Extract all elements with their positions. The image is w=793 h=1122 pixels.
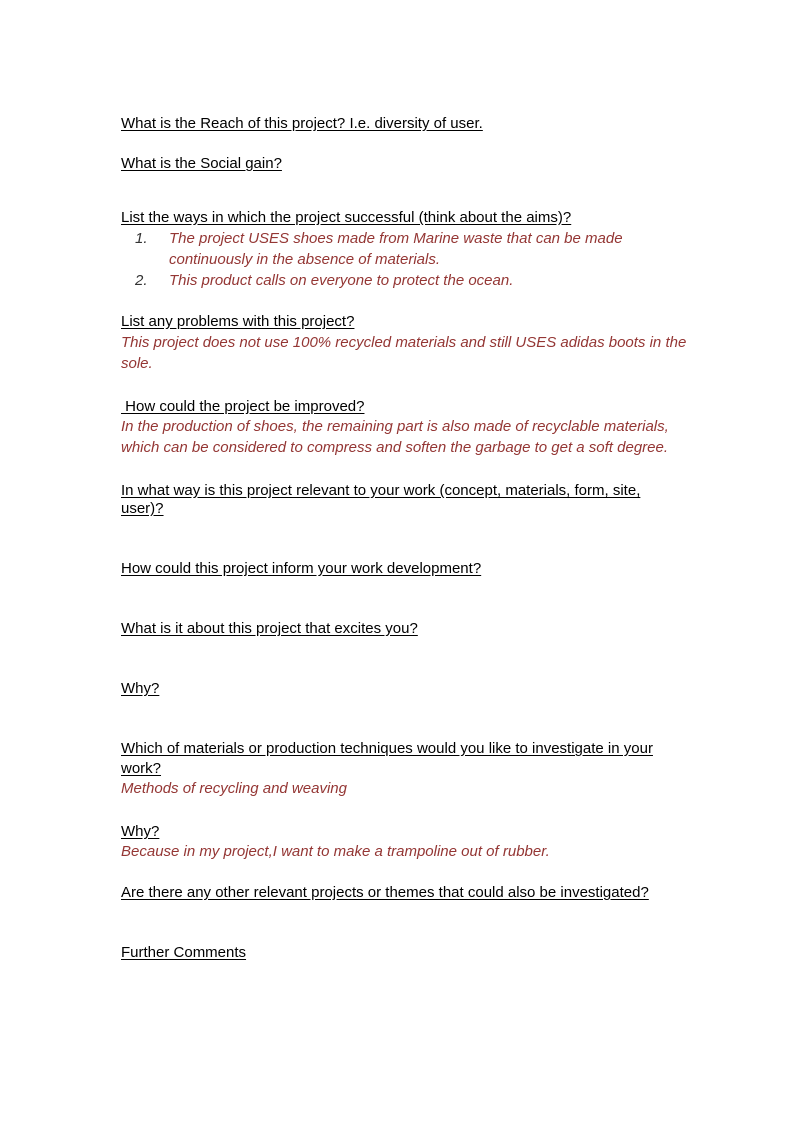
question-inform: How could this project inform your work development? <box>121 560 482 577</box>
question-other-projects: Are there any other relevant projects or themes that could also be investigated? <box>121 884 649 901</box>
question-problems: List any problems with this project? <box>121 313 355 330</box>
list-text: The project USES shoes made from Marine waste that can be made <box>169 230 623 247</box>
answer-materials: Methods of recycling and weaving <box>121 780 347 797</box>
question-relevant-line2: user)? <box>121 500 164 517</box>
question-reach: What is the Reach of this project? I.e. diversity of user. <box>121 115 483 132</box>
answer-why-2: Because in my project,I want to make a trampoline out of rubber. <box>121 843 550 860</box>
list-number: 1. <box>135 230 148 247</box>
answer-improved-line2: which can be considered to compress and soften the garbage to get a soft degree. <box>121 439 669 456</box>
question-further-comments: Further Comments <box>121 944 247 961</box>
answer-improved-line1: In the production of shoes, the remaining part is also made of recyclable materials, <box>121 418 669 435</box>
question-relevant-line1: In what way is this project relevant to your work (concept, materials, form, site, <box>121 482 641 499</box>
answer-problems-line1: This project does not use 100% recycled materials and still USES adidas boots in the <box>121 334 687 351</box>
question-materials-line2: work? <box>121 760 162 777</box>
question-improved: How could the project be improved? <box>121 398 365 415</box>
question-why-2: Why? <box>121 823 160 840</box>
question-excites: What is it about this project that excites you? <box>121 620 418 637</box>
answer-problems-line2: sole. <box>121 355 153 372</box>
question-why-1: Why? <box>121 680 160 697</box>
list-text: This product calls on everyone to protect the ocean. <box>169 272 514 289</box>
list-number: 2. <box>135 272 148 289</box>
question-successful: List the ways in which the project successful (think about the aims)? <box>121 209 572 226</box>
question-materials-line1: Which of materials or production techniques would you like to investigate in your <box>121 740 653 757</box>
question-social-gain: What is the Social gain? <box>121 155 282 172</box>
list-text: continuously in the absence of materials. <box>169 251 440 268</box>
